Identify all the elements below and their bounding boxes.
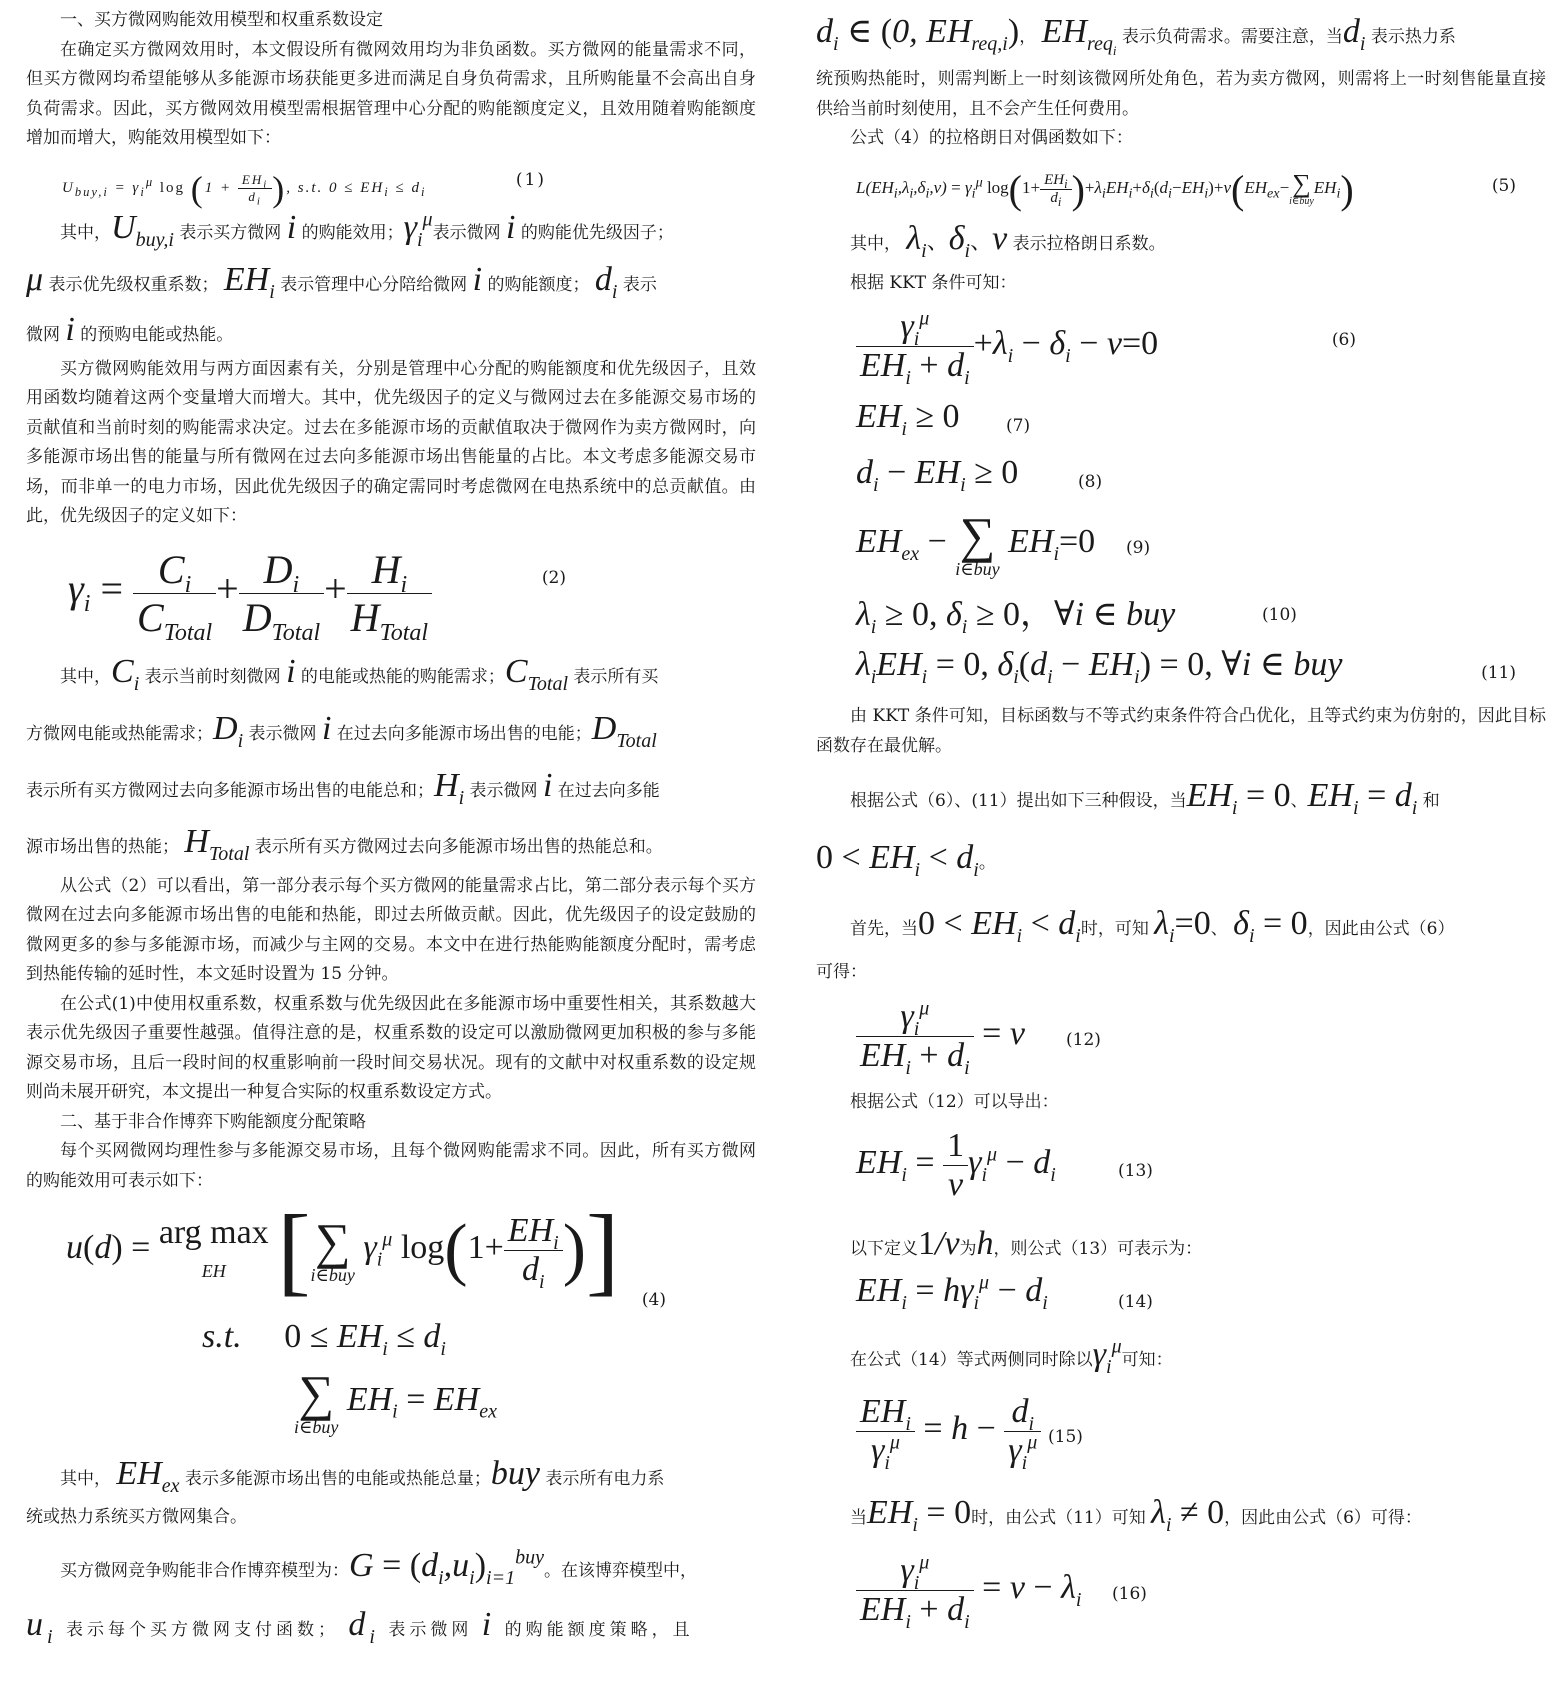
left-column — [26, 0, 756, 1655]
equation-5: $L(EH_i,\lambda_i,\delta_i,v) = \gamma_i^\mu$ log(1+ $\frac{EH_i}{d_i}$ )$+\lambda_iEH_i+\delta_i(d_i-EH_i)+v(EH_{ex}-$ ∑ i∈buy $EH_i$) (5) — [856, 166, 1516, 212]
paragraph: 根据公式（12）可以导出： — [850, 1091, 1059, 1112]
right-column — [816, 0, 1546, 1642]
equation-11: $\lambda_iEH_i = 0$, $\delta_i(d_i - EH_i) = 0$, ∀i ∈ buy (11) — [856, 646, 1516, 688]
paragraph: 公式（4）的拉格朗日对偶函数如下： — [850, 128, 1133, 148]
equation-1: $U_{buy,i} = \gamma_i^\mu$ log (1 + $\frac{EH_i}{d_i}$ ), s.t. $0 \le EH_i \le d_i$ (1) — [62, 168, 546, 209]
paragraph: 当$EH_i = 0$时，由公式（11）可知 $\lambda_i \ne 0$，因此由公式（6）可得： — [850, 1494, 1422, 1536]
paragraph: 微网 i 的预购电能或热能。 — [26, 310, 234, 348]
paragraph: $u_i$ 表示每个买方微网支付函数； $d_i$ 表示微网 i 的购能额度策略，且 — [26, 1605, 694, 1648]
equation-number: (6) — [1331, 330, 1356, 350]
paragraph: $d_i$ ∈ (0, $EH_{req,i}$)， $EH_{req_i}$ 表示负荷需求。需要注意，当$d_i$ 表示热力系 — [816, 13, 1456, 58]
section-heading-2: 二、基于非合作博弈下购能额度分配策略 — [60, 1111, 366, 1132]
paragraph: 根据 KKT 条件可知： — [850, 272, 1017, 293]
equation-15: $\frac{EH_i}{\gamma_i^\mu}$ = h − $\frac{d_i}{\gamma_i^\mu}$ (15) — [816, 1383, 1546, 1489]
paragraph: 其中， $\lambda_i$、$\delta_i$、v 表示拉格朗日系数。 — [850, 219, 1166, 262]
equation-number: (9) — [1126, 538, 1151, 558]
equation-10: $\lambda_i \ge 0$, $\delta_i \ge 0$，∀i ∈ buy (10) — [856, 596, 1297, 638]
paragraph: 表示所有买方微网过去向多能源市场出售的电能总和；$H_i$ 表示微网 i 在过去向多能 — [26, 766, 660, 809]
equation-number: (16) — [1112, 1584, 1147, 1604]
equation-7: $EH_i \ge 0$ (7) — [856, 398, 1031, 440]
paragraph: 统或热力系统买方微网集合。 — [26, 1507, 247, 1527]
paragraph: 由 KKT 条件可知，目标函数与不等式约束条件符合凸优化，且等式约束为仿射的，因此目标函数存在最优解。 — [816, 706, 1546, 756]
equation-number: (11) — [1481, 663, 1516, 683]
equation-8: $d_i - EH_i \ge 0$ (8) — [856, 454, 1103, 496]
paragraph: μ 表示优先级权重系数； $EH_i$ 表示管理中心分陪给微网 i 的购能额度； $d_i$ 表示 — [26, 260, 657, 303]
equation-number: (4) — [641, 1290, 666, 1310]
equation-6: $\frac{\gamma_i^\mu}{EH_i + d_i}$ $+\lambda_i - \delta_i - v=0$ (6) — [816, 298, 1546, 398]
equation-number: (15) — [1048, 1427, 1083, 1447]
paragraph: 方微网电能或热能需求；$D_i$ 表示微网 i 在过去向多能源市场出售的电能；$D_{Total}$ — [26, 709, 657, 752]
equation-13: $EH_i$ = $\frac{1}{v}$ $\gamma_i^\mu - d_i$ (13) — [856, 1127, 1153, 1203]
paragraph: 以下定义1/v为h，则公式（13）可表示为： — [850, 1225, 1203, 1262]
paragraph: 可得： — [816, 962, 867, 982]
equation-number: (13) — [1118, 1161, 1153, 1181]
paragraph: 统预购热能时，则需判断上一时刻该微网所处角色，若为卖方微网，则需将上一时刻售能量直接供给当前时刻使用，且不会产生任何费用。 — [816, 69, 1546, 119]
equation-number: (14) — [1118, 1292, 1153, 1312]
equation-number: (10) — [1262, 605, 1297, 625]
paragraph: 在公式(1)中使用权重系数，权重系数与优先级因此在多能源市场中重要性相关，其系数越大表示优先级因子重要性越强。值得注意的是，权重系数的设定可以激励微网更加积极的参与多能源交易市场，且后一段时间的权重影响前一段时间交易状况。现有的文献中对权重系数的设定规则尚未展开研究，本文提出一种复合实际的权重系数设定方式。 — [26, 993, 756, 1102]
paragraph: 每个买网微网均理性参与多能源交易市场，且每个微网购能需求不同。因此，所有买方微网的购能效用可表示如下： — [26, 1141, 756, 1191]
equation-number: (12) — [1066, 1029, 1101, 1050]
equation-number: (1) — [515, 169, 546, 190]
equation-12: $\frac{\gamma_i^\mu}{EH_i + d_i}$ = v (12) — [816, 988, 1546, 1088]
paragraph: 其中，$C_i$ 表示当前时刻微网 i 的电能或热能的购能需求；$C_{Total}$ 表示所有买 — [60, 652, 659, 695]
equation-number: (8) — [1078, 472, 1103, 492]
equation-4: u(d) = arg max EH [ ∑ i∈buy $\gamma_i^\mu$ log(1+ $\frac{EH_i}{d_i}$ )] s.t. $0 \le EH_i \le d_i$ ∑ i∈buy $EH_i = EH_{ex}$ (4) — [66, 1194, 666, 1437]
paragraph: 在公式（14）等式两侧同时除以$\gamma_i^\mu$可知： — [850, 1335, 1173, 1378]
paragraph: 买方微网竞争购能非合作博弈模型为：$G = (d_i,u_i)_{i=1}^{buy}$。在该博弈模型中， — [60, 1546, 697, 1589]
paragraph: 其中，$U_{buy,i}$ 表示买方微网 i 的购能效用；$\gamma_i^\mu$表示微网 i 的购能优先级因子； — [60, 208, 674, 251]
paragraph: 买方微网购能效用与两方面因素有关，分别是管理中心分配的购能额度和优先级因子，且效用函数均随着这两个变量增大而增大。其中，优先级因子的定义与微网过去在多能源交易市场的贡献值和当前时刻的购能需求决定。过去在多能源市场的贡献值取决于微网作为卖方微网时，向多能源市场出售的能量与所有微网在过去向多能源市场出售能量的占比。本文考虑多能源交易市场，而非单一的电力市场，因此优先级因子的确定需同时考虑微网在电热系统中的总贡献值。由此，优先级因子的定义如下： — [26, 358, 756, 526]
equation-number: (7) — [1006, 416, 1031, 436]
equation-2: $\gamma_i$ = $\frac{C_i}{C_{Total}}$ + $\frac{D_i}{D_{Total}}$ + $\frac{H_i}{H_{Total}}$ (2) — [68, 546, 566, 646]
paragraph: 在确定买方微网效用时，本文假设所有微网效用均为非负函数。买方微网的能量需求不同，但买方微网均希望能够从多能源市场获能更多进而满足自身负荷需求，且所购能量不会高出自身负荷需求。因此，买方微网效用模型需根据管理中心分配的购能额度定义，且效用随着购能额度增加而增大，购能效用模型如下： — [26, 39, 756, 148]
paragraph: 从公式（2）可以看出，第一部分表示每个买方微网的能量需求占比，第二部分表示每个买方微网在过去向多能源市场出售的电能和热能，即过去所做贡献。因此，优先级因子的设定鼓励的微网更多的参与多能源市场，而减少与主网的交易。本文中在进行热能购能额度分配时，需考虑到热能传输的延时性，本文延时设置为 15 分钟。 — [26, 875, 756, 984]
paragraph: 根据公式（6）、(11）提出如下三种假设，当$EH_i = 0$、$EH_i = d_i$ 和 — [850, 777, 1440, 819]
equation-16: $\frac{\gamma_i^\mu}{EH_i + d_i}$ = $v - \lambda_i$ (16) — [816, 1542, 1546, 1642]
equation-number: (5) — [1491, 175, 1516, 196]
section-heading-1: 一、买方微网购能效用模型和权重系数设定 — [60, 10, 383, 30]
paragraph: 源市场出售的热能； $H_{Total}$ 表示所有买方微网过去向多能源市场出售的热能总和。 — [26, 822, 663, 865]
paragraph: 首先，当$0 < EH_i < d_i$时，可知 $\lambda_i=0$、 $\delta_i = 0$，因此由公式（6） — [850, 905, 1455, 947]
paragraph: $0 < EH_i < d_i$。 — [816, 839, 996, 881]
equation-14: $EH_i = h\gamma_i^\mu - d_i$ (14) — [856, 1271, 1153, 1314]
paragraph: 其中， $EH_{ex}$ 表示多能源市场出售的电能或热能总量；buy 表示所有电力系 — [60, 1455, 665, 1497]
equation-number: (2) — [541, 567, 566, 588]
equation-9: $EH_{ex}$ − ∑ i∈buy $EH_i=0$ (9) — [856, 507, 1151, 579]
